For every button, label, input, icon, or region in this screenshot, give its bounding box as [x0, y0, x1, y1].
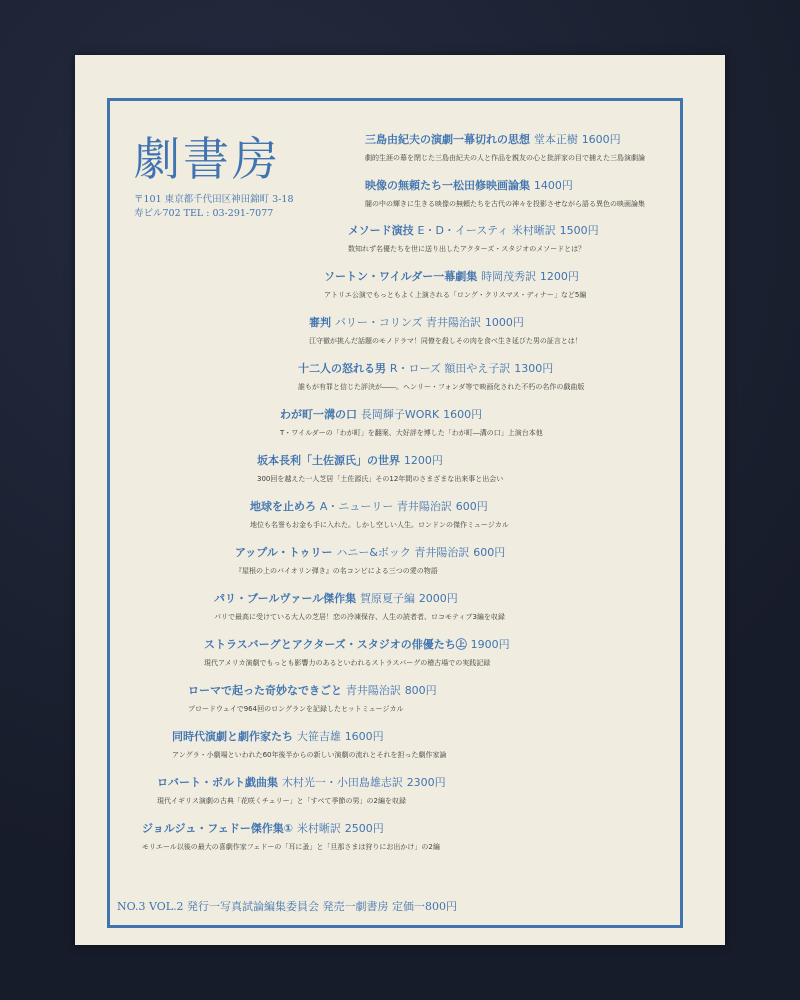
- book-title: ジョルジュ・フェドー傑作集①: [142, 822, 294, 835]
- book-author: R・ローズ 額田やえ子訳: [389, 362, 511, 375]
- book-entry: [172, 728, 447, 760]
- book-description: 地位も名誉もお金も手に入れた。しかし空しい人生。ロンドンの傑作ミュージカル: [250, 521, 509, 529]
- book-author: 賀原夏子編: [359, 592, 415, 605]
- book-description: 300回を越えた一人芝居「土佐源氏」その12年間のさまざまな出来事と出会い: [257, 475, 504, 483]
- book-description: T・ワイルダーの「わが町」を翻案、大好評を博した「わが町―溝の口」上演台本他: [280, 429, 543, 437]
- book-author: 米村晰訳: [296, 822, 341, 835]
- book-entry: [280, 406, 543, 438]
- book-price: 1600円: [581, 133, 621, 146]
- book-entry: [235, 544, 505, 576]
- book-title: メソード演技: [348, 224, 414, 237]
- book-title: わが町一溝の口: [280, 408, 357, 421]
- book-author: 大笹吉雄: [296, 730, 341, 743]
- address-line-2: 寿ビル702 TEL : 03-291-7077: [134, 208, 274, 219]
- book-entry: [298, 360, 584, 392]
- book-price: 2500円: [344, 822, 384, 835]
- book-title: ストラスバーグとアクターズ・スタジオの俳優たち㊤: [204, 638, 467, 651]
- book-entry: [257, 452, 503, 484]
- book-title: ソートン・ワイルダー一幕劇集: [324, 270, 478, 283]
- book-price: 2000円: [418, 592, 458, 605]
- book-price: 1600円: [443, 408, 483, 421]
- book-author: ハニー&ボック 青井陽治訳: [336, 546, 470, 559]
- book-description: モリエール以後の最大の喜劇作家フェドーの「耳に蚤」と「旦那さまは狩りにお出かけ」の2編: [142, 843, 440, 851]
- book-author: バリー・コリンズ 青井陽治訳: [334, 316, 482, 329]
- book-title: 映像の無頼たち一松田修映画論集: [365, 179, 530, 192]
- book-title: アップル・トゥリー: [235, 546, 333, 559]
- book-entry: [309, 314, 582, 346]
- book-description: アングラ・小劇場といわれた60年後半からの新しい演劇の流れとそれを担った劇作家論: [172, 751, 447, 759]
- book-author: 堂本正樹: [533, 133, 578, 146]
- book-author: 青井陽治訳: [345, 684, 401, 697]
- book-price: 600円: [455, 500, 488, 513]
- publication-footer: NO.3 VOL.2 発行一写真試論編集委員会 発売一劇書房 定価一800円: [117, 900, 458, 913]
- book-title: 三島由紀夫の演劇一幕切れの思想: [365, 133, 530, 146]
- book-price: 1000円: [484, 316, 524, 329]
- book-author: 木村光一・小田島雄志訳: [281, 776, 403, 789]
- book-entry: [214, 590, 505, 622]
- book-entry: [157, 774, 446, 806]
- blue-border-frame: [107, 98, 683, 928]
- book-description: パリで最高に受けている大人の芝居！恋の冷凍保存、人生の読者者、ロコモティブ3編を収録: [214, 613, 505, 621]
- address-line-1: 〒101 東京都千代田区神田錦町 3-18: [134, 194, 294, 205]
- book-author: 長岡輝子WORK: [360, 408, 440, 421]
- book-title: 坂本長利「土佐源氏」の世界: [257, 454, 400, 467]
- book-description: 数知れず名優たちを世に送り出したアクターズ・スタジオのメソードとは？: [348, 245, 586, 253]
- book-title: 十二人の怒れる男: [298, 362, 386, 375]
- book-title: 同時代演劇と劇作家たち: [172, 730, 293, 743]
- book-price: 1500円: [559, 224, 599, 237]
- book-price: 2300円: [406, 776, 446, 789]
- publisher-address: [134, 193, 334, 221]
- book-description: ブロードウェイで964回のロングランを記録したヒットミュージカル: [188, 705, 404, 713]
- book-price: 1300円: [514, 362, 554, 375]
- book-entry: [142, 820, 440, 852]
- book-entry: [204, 636, 510, 668]
- book-entry: [324, 268, 586, 300]
- book-title: ロバート・ボルト戯曲集: [157, 776, 278, 789]
- book-entry: [250, 498, 509, 530]
- book-title: 審判: [309, 316, 331, 329]
- book-price: 1200円: [539, 270, 579, 283]
- book-title: パリ・ブールヴァール傑作集: [214, 592, 357, 605]
- book-author: E・D・イースティ 米村晰訳: [417, 224, 556, 237]
- publisher-logo: 劇書房: [134, 132, 281, 186]
- book-title: ローマで起った奇妙なできごと: [188, 684, 342, 697]
- book-price: 1200円: [403, 454, 443, 467]
- book-description: 『屋根の上のバイオリン弾き』の名コンビによる三つの愛の物語: [235, 567, 438, 575]
- book-price: 1600円: [344, 730, 384, 743]
- book-entry: [188, 682, 437, 714]
- book-price: 800円: [404, 684, 437, 697]
- book-description: 現代イギリス演劇の古典「花咲くチェリー」と「すべて季節の男」の2編を収録: [157, 797, 406, 805]
- book-price: 1400円: [533, 179, 573, 192]
- book-price: 600円: [473, 546, 506, 559]
- book-author: A・ニューリー 青井陽治訳: [319, 500, 452, 513]
- book-title: 地球を止めろ: [250, 500, 316, 513]
- book-description: 誰もが有罪と信じた評決が――。ヘンリー・フォンダ等で映画化された不朽の名作の戯曲版: [298, 383, 585, 391]
- magazine-back-cover: [75, 55, 725, 945]
- book-description: アトリエ公演でもっともよく上演される「ロング・クリスマス・ディナー」など5編: [324, 291, 587, 299]
- book-price: 1900円: [470, 638, 510, 651]
- book-description: 闇の中の輝きに生きる映像の無頼たちを古代の神々を投影させながら語る異色の映画論集: [365, 200, 645, 208]
- book-description: 劇的生涯の幕を閉じた三島由紀夫の人と作品を親友の心と批評家の目で捕えた三島演劇論: [365, 154, 645, 162]
- book-entry: [348, 222, 599, 254]
- book-author: 時岡茂秀訳: [481, 270, 537, 283]
- book-description: 現代アメリカ演劇でもっとも影響力のあるといわれるストラスバーグの稽古場での実践記録: [204, 659, 491, 667]
- book-entry: [365, 131, 645, 163]
- book-entry: [365, 177, 645, 209]
- book-description: 江守徹が挑んだ話題のモノドラマ！同僚を殺しその肉を食べ生き延びた男の証言とは！: [309, 337, 582, 345]
